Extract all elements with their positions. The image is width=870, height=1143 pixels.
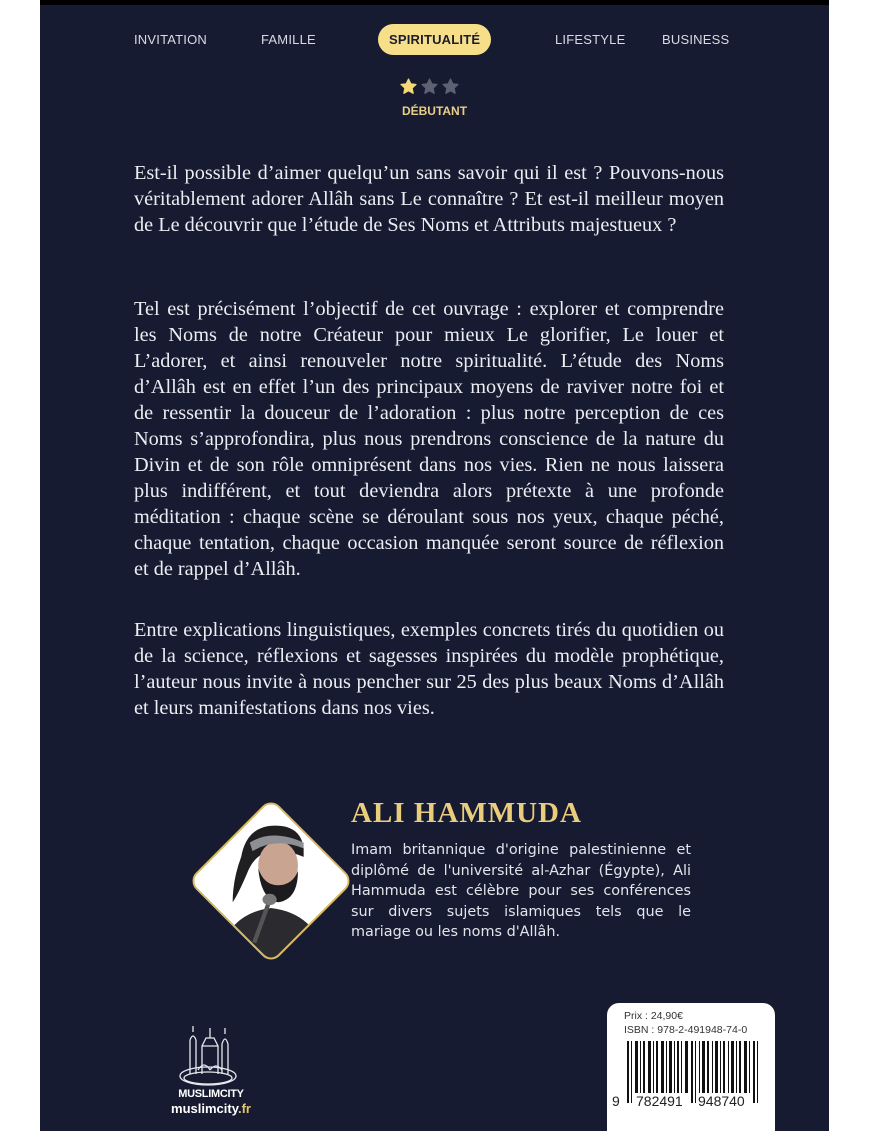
nav-item-invitation[interactable]: INVITATION: [134, 32, 208, 47]
isbn-label: ISBN : 978-2-491948-74-0: [624, 1024, 748, 1036]
barcode-digits-left: 782491: [636, 1093, 683, 1109]
publisher-url[interactable]: [166, 1101, 256, 1116]
nav-item-business[interactable]: BUSINESS: [662, 32, 730, 47]
category-nav: [40, 24, 829, 56]
publisher-url-tld: .fr: [237, 1101, 251, 1116]
difficulty-rating: [399, 77, 469, 97]
description-paragraph-3: Entre explications linguistiques, exemples concrets tirés du quotidien ou de la science, réflexions et sagesses inspirées du modèle prophétique, l’auteur nous invite à nous pencher sur 25 des plus beaux Noms d’Allâh et leurs manifestations dans nos vies.: [134, 619, 724, 719]
author-bio: Imam britannique d'origine palestinienne et diplômé de l'université al-Azhar (Égypte), Ali Hammuda est célèbre pour ses conférences sur divers sujets islamiques tels que le mariage ou les noms d'Allâh.: [351, 842, 691, 940]
price-label: Prix : 24,90€: [624, 1010, 683, 1022]
barcode-digit-first: 9: [612, 1093, 620, 1109]
nav-item-lifestyle[interactable]: LIFESTYLE: [555, 32, 626, 47]
description-paragraph-1: Est-il possible d’aimer quelqu’un sans savoir qui il est ? Pouvons-nous véritablement adorer Allâh sans Le connaître ? Et est-il meilleur moyen de Le découvrir que l’étude de Ses Noms et Attributs majestueux ?: [134, 162, 724, 236]
difficulty-level-label: DÉBUTANT: [401, 104, 468, 118]
author-portrait-icon: [190, 800, 352, 962]
star-empty-icon: [441, 77, 460, 96]
barcode-card: [607, 1003, 775, 1143]
author-photo: [188, 798, 355, 965]
top-edge-bar: [40, 0, 829, 5]
description-paragraph-2: Tel est précisément l’objectif de cet ouvrage : explorer et comprendre les Noms de notre Créateur pour mieux Le glorifier, Le louer et L’adorer, et ainsi renouveler notre spiritualité. L’étude des Noms d’Allâh est en effet l’un des principaux moyens de raviver notre foi et de ressentir la douceur de l’adoration : plus notre perception de ces Noms s’approfondira, plus nous prendrons conscience de la nature du Divin et de son rôle omniprésent dans nos vies. Rien ne nous laissera plus indifférent, et tout deviendra alors prétexte à une profonde méditation : chaque scène se déroulant sous nos yeux, chaque péché, chaque tentation, chaque occasion manquée seront source de réflexion et de rappel d’Allâh.: [134, 298, 724, 580]
author-photo-frame: [189, 829, 351, 991]
publisher-url-main: muslimcity: [171, 1101, 238, 1116]
barcode-digits-right: 948740: [698, 1093, 745, 1109]
star-filled-icon: [399, 77, 418, 96]
book-back-cover: [40, 0, 829, 1131]
star-empty-icon: [420, 77, 439, 96]
nav-item-spiritualite[interactable]: SPIRITUALITÉ: [378, 24, 491, 55]
publisher-brand: MUSLIMCITY: [178, 1088, 244, 1100]
author-name: ALI HAMMUDA: [351, 797, 582, 829]
nav-item-famille[interactable]: FAMILLE: [261, 32, 316, 47]
